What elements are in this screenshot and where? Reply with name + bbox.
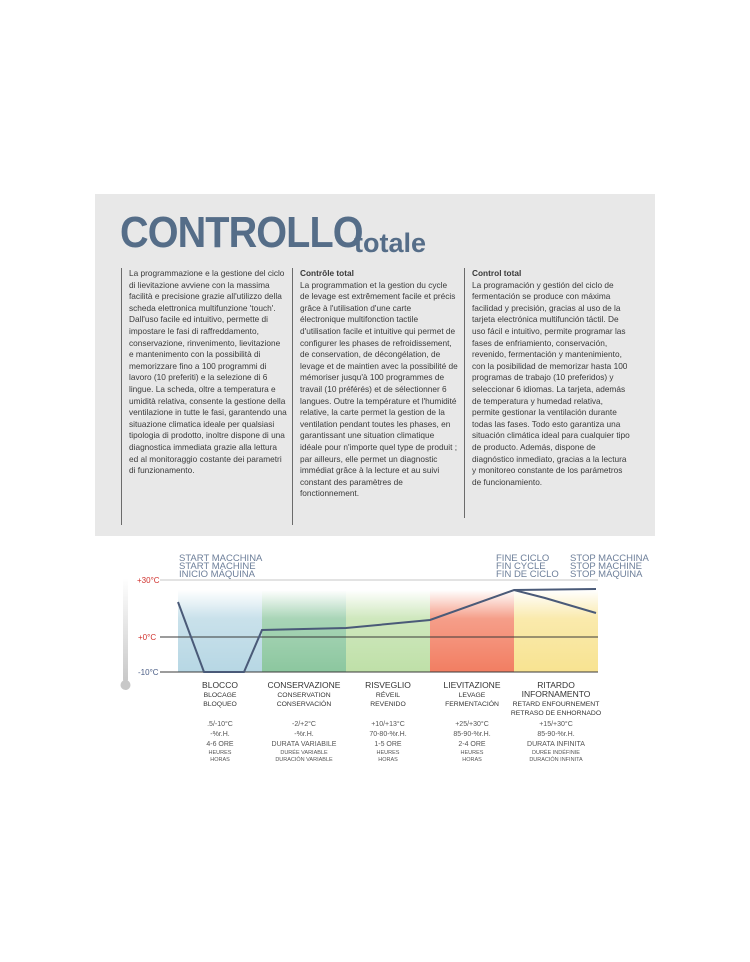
phase-unit1-ritardo: DURÉE INDÉFINIE [532,750,580,756]
phase-name-lievitazione: LIEVITAZIONE [443,680,501,690]
y-tick-minus10: -10°C [138,668,159,677]
phase-dur-ritardo: DURATA INFINITA [527,741,585,748]
temperature-curve-upper [514,589,596,590]
phase-es-ritardo: RETRASO DE ENHORNADO [510,710,602,717]
phase-unit1-blocco: HEURES [208,750,232,756]
phase-dur-conservazione: DURATA VARIABILE [271,741,337,748]
column-french-body: La programmation et la gestion du cycle de levage est extrêmement facile et précis grâce à l'utilisation d'une carte électronique multifonction tactile d'utilisation facile et intuitive qui permet de configurer les phases de refroidissement, de conservation, de décongélation, de levage et de maintien avec la possibilité de mémoriser jusqu'à 100 programmes de travail (10 préférés) et de sélectionner 6 langues. Outre la température et l'humidité relative, la carte permet la gestion de la ventilation pendant toutes les phases, en garantissant une situation climatique idéale pour n'importe quel type de produit ; par ailleurs, elle permet un diagnostic immédiat grâce à la lecture et au suivi constant des paramètres de fonctionnement. [300,279,458,499]
phase-unit2-blocco: HORAS [210,757,230,763]
phase-hum-conservazione: -%r.H. [294,731,314,738]
phase-unit2-risveglio: HORAS [378,757,398,763]
phase-fr-blocco: BLOCAGE [203,692,237,699]
end-label-fr: FIN CYCLE [496,561,546,572]
phase-es-blocco: BLOQUEO [203,701,237,708]
end-label-es: FIN DE CICLO [496,569,559,580]
title-main: CONTROLLO [120,208,363,257]
phase-es-lievitazione: FERMENTACIÓN [445,701,499,708]
phase-name-risveglio: RISVEGLIO [365,680,411,690]
phase-dur-risveglio: 1-5 ORE [374,741,402,748]
phase-name-conservazione: CONSERVAZIONE [267,680,341,690]
column-italian-body: La programmazione e la gestione del ciclo di lievitazione avviene con la massima facilità e precisione grazie all'utilizzo della scheda elettronica multifunzione 'touch'. Dall'uso facile ed intuitivo, permette di impostare le fasi di raffreddamento, conservazione, rinvenimento, lievitazione e mantenimento con la possibilità di memorizzare fino a 100 programmi di lavoro (10 preferiti) e la selezione di 6 lingue. La scheda, oltre a temperatura e umidità relativa, consente la gestione della ventilazione in tutte le fasi, garantendo una situazione climatica ideale per qualsiasi tipologia di prodotto, inoltre dispone di una diagnostica immediata grazie alla lettura ed al monitoraggio costante dei parametri di funzionamento. [129,268,287,476]
phase-dur-lievitazione: 2-4 ORE [458,741,486,748]
phase-fr-lievitazione: LEVAGE [458,692,486,699]
phase-hum-ritardo: 85-90-%r.H. [537,731,575,738]
phase-unit1-lievitazione: HEURES [460,750,484,756]
column-spanish-body: La programación y gestión del ciclo de fermentación se produce con máxima facilidad y precisión, gracias al uso de la tarjeta electrónica multifunción táctil. De uso fácil e intuitivo, permite programar las fases de enfriamiento, conservación, revenido, fermentación y mantenimiento, con la posibilidad de memorizar hasta 100 programas de trabajo (10 preferidos) y seleccionar 6 idiomas. La tarjeta, además de temperatura y humedad relativa, permite gestionar la ventilación durante todas las fases. Todo esto garantiza una situación climática ideal para cualquier tipo de producto. Además, dispone de diagnóstico inmediato, gracias a la lectura y monitoreo constante de los parámetros de funcionamiento. [472,279,630,487]
thermometer-tube [123,578,128,682]
phase-unit1-risveglio: HEURES [376,750,400,756]
phase-es-risveglio: REVENIDO [370,701,406,708]
phase-name-blocco: BLOCCO [202,680,238,690]
start-label-fr: START MACHINE [179,561,256,572]
start-label-it: START MACCHINA [179,553,263,564]
phase-fr-risveglio: RÉVEIL [375,692,401,699]
column-spanish-heading: Control total [472,268,522,278]
phase-unit2-ritardo: DURACIÓN INFINITA [529,757,583,763]
phase-name-ritardo: RITARDO [537,680,575,690]
y-tick-30: +30°C [137,576,160,585]
phase-temp-blocco: .5/-10°C [207,721,233,728]
band-fade [178,590,598,672]
thermometer-bulb [121,680,131,690]
stop-label-it: STOP MACCHINA [570,553,649,564]
phase-es-conservazione: CONSERVACIÓN [276,701,332,708]
phase-dur-blocco: 4-6 ORE [206,741,234,748]
phase-fr-conservazione: CONSERVATION [277,692,331,699]
phase-fr-ritardo: RETARD ENFOURNEMENT [512,701,600,708]
phase-temp-ritardo: +15/+30°C [539,721,573,728]
phase-unit2-conservazione: DURACIÓN VARIABLE [275,757,333,763]
title-sub: totale [354,228,427,258]
phase-temp-lievitazione: +25/+30°C [455,721,489,728]
stop-label-es: STOP MÁQUINA [570,569,643,580]
phase-unit2-lievitazione: HORAS [462,757,482,763]
phase-unit1-conservazione: DURÉE VARIABLE [280,750,328,756]
phase-temp-risveglio: +10/+13°C [371,721,405,728]
phase-hum-risveglio: 70-80-%r.H. [369,731,407,738]
start-label-es: INICIO MÁQUINA [179,569,256,580]
y-tick-0: +0°C [138,633,157,642]
column-french-heading: Contrôle total [300,268,354,278]
phase-name2-ritardo: INFORNAMENTO [521,689,591,699]
phase-temp-conservazione: -2/+2°C [291,721,317,728]
stop-label-fr: STOP MACHINE [570,561,642,572]
phase-hum-lievitazione: 85-90-%r.H. [453,731,491,738]
phase-hum-blocco: -%r.H. [210,731,230,738]
end-label-it: FINE CICLO [496,553,550,564]
